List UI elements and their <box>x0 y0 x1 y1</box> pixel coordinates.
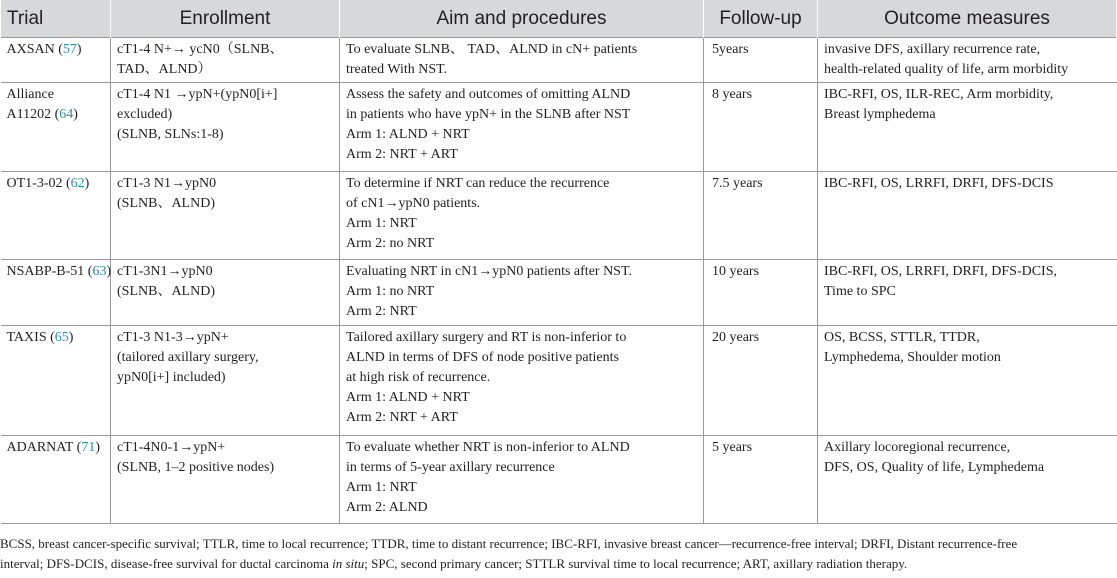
aim-line: in terms of 5-year axillary recurrence <box>346 460 555 475</box>
aim-line: treated With NST. <box>346 62 448 77</box>
footnote-text: interval; DFS-DCIS, disease-free survival for ductal carcinoma <box>0 556 333 571</box>
outcome-line: invasive DFS, axillary recurrence rate, <box>824 42 1041 57</box>
outcome-line: Axillary locoregional recurrence, <box>824 440 1011 455</box>
reference-link[interactable]: 57 <box>62 42 77 57</box>
table-row <box>1 260 1117 326</box>
aim-line: Arm 1: no NRT <box>346 284 435 299</box>
aim-line: Arm 1: NRT <box>346 216 417 231</box>
table-footnote <box>0 534 1112 574</box>
trial-name: ADARNAT ( <box>6 440 82 455</box>
trial-name: OT1-3-02 ( <box>6 176 71 191</box>
cell-aim <box>340 83 704 172</box>
enrollment-line: (SLNB、ALND) <box>117 284 215 299</box>
aim-line: Arm 2: ALND <box>346 500 428 515</box>
cell-outcome <box>818 83 1117 172</box>
aim-line: Arm 2: no NRT <box>346 236 435 251</box>
cell-outcome <box>818 260 1117 326</box>
aim-line: at high risk of recurrence. <box>346 370 491 385</box>
cell-trial <box>1 83 111 172</box>
enrollment-line: cT1-3N1→ypN0 <box>117 264 213 279</box>
aim-line: ALND in terms of DFS of node positive patients <box>346 350 619 365</box>
enrollment-line: (SLNB、ALND) <box>117 196 215 211</box>
cell-aim <box>340 172 704 260</box>
outcome-line: health-related quality of life, arm morbidity <box>824 62 1069 77</box>
footnote-line: BCSS, breast cancer-specific survival; TTLR, time to local recurrence; TTDR, time to distant recurrence; IBC-RFI, invasive breast cancer—recurrence-free interval; DRFI, Distant recurrence-free <box>0 536 1018 551</box>
aim-line: Tailored axillary surgery and RT is non-inferior to <box>346 330 627 345</box>
footnote-italic-text: in situ <box>332 556 365 571</box>
cell-followup: 7.5 years <box>704 172 818 260</box>
footnote-line <box>0 554 1112 574</box>
enrollment-line: excluded) <box>117 107 173 122</box>
enrollment-line: cT1-4N0-1→ypN+ <box>117 440 226 455</box>
cell-followup: 10 years <box>704 260 818 326</box>
header-followup: Follow-up <box>704 0 818 38</box>
aim-line: Arm 1: ALND + NRT <box>346 390 470 405</box>
enrollment-line: (SLNB, SLNs:1-8) <box>117 127 224 142</box>
cell-enrollment <box>111 83 340 172</box>
cell-outcome <box>818 38 1117 83</box>
aim-line: Evaluating NRT in cN1→ypN0 patients after NST. <box>346 264 632 279</box>
aim-line: Assess the safety and outcomes of omitting ALND <box>346 87 631 102</box>
cell-trial <box>1 326 111 436</box>
enrollment-line: ypN0[i+] included) <box>117 370 226 385</box>
outcome-line: DFS, OS, Quality of life, Lymphedema <box>824 460 1045 475</box>
outcome-line: Time to SPC <box>824 284 896 299</box>
table-row <box>1 436 1117 524</box>
footnote-text: ; SPC, second primary cancer; STTLR survival time to local recurrence; ART, axillary radiation therapy. <box>364 556 908 571</box>
reference-link[interactable]: 63 <box>92 264 107 279</box>
outcome-line: IBC-RFI, OS, LRRFI, DRFI, DFS-DCIS <box>824 176 1054 191</box>
cell-trial <box>1 436 111 524</box>
cell-followup: 5 years <box>704 436 818 524</box>
trial-name: NSABP-B-51 ( <box>6 264 93 279</box>
cell-aim <box>340 260 704 326</box>
enrollment-line: (SLNB, 1–2 positive nodes) <box>117 460 275 475</box>
reference-link[interactable]: 64 <box>59 107 74 122</box>
trial-name: Alliance <box>6 87 54 102</box>
reference-link[interactable]: 71 <box>81 440 96 455</box>
trial-name: AXSAN ( <box>6 42 63 57</box>
outcome-line: Lymphedema, Shoulder motion <box>824 350 1001 365</box>
enrollment-line: cT1-3 N1→ypN0 <box>117 176 217 191</box>
reference-link[interactable]: 62 <box>70 176 85 191</box>
header-enrollment: Enrollment <box>111 0 340 38</box>
aim-line: Arm 2: NRT <box>346 304 417 319</box>
table-row <box>1 38 1117 83</box>
table-row <box>1 172 1117 260</box>
cell-followup: 20 years <box>704 326 818 436</box>
table-row <box>1 326 1117 436</box>
outcome-line: OS, BCSS, STTLR, TTDR, <box>824 330 980 345</box>
trial-name-close: ) <box>68 330 74 345</box>
cell-outcome <box>818 172 1117 260</box>
cell-trial <box>1 38 111 83</box>
header-row <box>1 0 1117 38</box>
aim-line: in patients who have ypN+ in the SLNB after NST <box>346 107 631 122</box>
enrollment-line: cT1-3 N1-3→ypN+ <box>117 330 229 345</box>
enrollment-line: TAD、ALND） <box>117 62 212 77</box>
enrollment-line: (tailored axillary surgery, <box>117 350 259 365</box>
trial-name-close: ) <box>84 176 90 191</box>
reference-link[interactable]: 65 <box>54 330 69 345</box>
cell-enrollment <box>111 260 340 326</box>
header-trial: Trial <box>1 0 111 38</box>
table-row <box>1 83 1117 172</box>
cell-enrollment <box>111 326 340 436</box>
header-outcome: Outcome measures <box>818 0 1117 38</box>
trial-name-close: ) <box>106 264 112 279</box>
aim-line: of cN1→ypN0 patients. <box>346 196 481 211</box>
aim-line: To evaluate whether NRT is non-inferior to ALND <box>346 440 630 455</box>
trial-name-close: ) <box>95 440 100 455</box>
trial-name: TAXIS ( <box>6 330 55 345</box>
aim-line: To evaluate SLNB、 TAD、ALND in cN+ patients <box>346 42 638 57</box>
cell-aim <box>340 38 704 83</box>
aim-line: Arm 1: ALND + NRT <box>346 127 470 142</box>
enrollment-line: cT1-4 N+→ ycN0（SLNB、 <box>117 42 284 57</box>
table-header <box>1 0 1117 38</box>
outcome-line: IBC-RFI, OS, LRRFI, DRFI, DFS-DCIS, <box>824 264 1057 279</box>
cell-enrollment <box>111 172 340 260</box>
cell-enrollment <box>111 436 340 524</box>
outcome-line: IBC-RFI, OS, ILR-REC, Arm morbidity, <box>824 87 1054 102</box>
cell-trial <box>1 172 111 260</box>
cell-followup: 5years <box>704 38 818 83</box>
cell-followup: 8 years <box>704 83 818 172</box>
cell-aim <box>340 326 704 436</box>
aim-line: Arm 2: NRT + ART <box>346 147 458 162</box>
enrollment-line: cT1-4 N1 →ypN+(ypN0[i+] <box>117 87 278 102</box>
cell-enrollment <box>111 38 340 83</box>
aim-line: Arm 1: NRT <box>346 480 417 495</box>
trial-name-close: ) <box>73 107 78 122</box>
header-aim: Aim and procedures <box>340 0 704 38</box>
cell-outcome <box>818 436 1117 524</box>
aim-line: Arm 2: NRT + ART <box>346 410 458 425</box>
cell-trial <box>1 260 111 326</box>
trial-name-close: ) <box>76 42 82 57</box>
trial-name: A11202 ( <box>6 107 60 122</box>
cell-outcome <box>818 326 1117 436</box>
aim-line: To determine if NRT can reduce the recurrence <box>346 176 610 191</box>
cell-aim <box>340 436 704 524</box>
outcome-line: Breast lymphedema <box>824 107 936 122</box>
